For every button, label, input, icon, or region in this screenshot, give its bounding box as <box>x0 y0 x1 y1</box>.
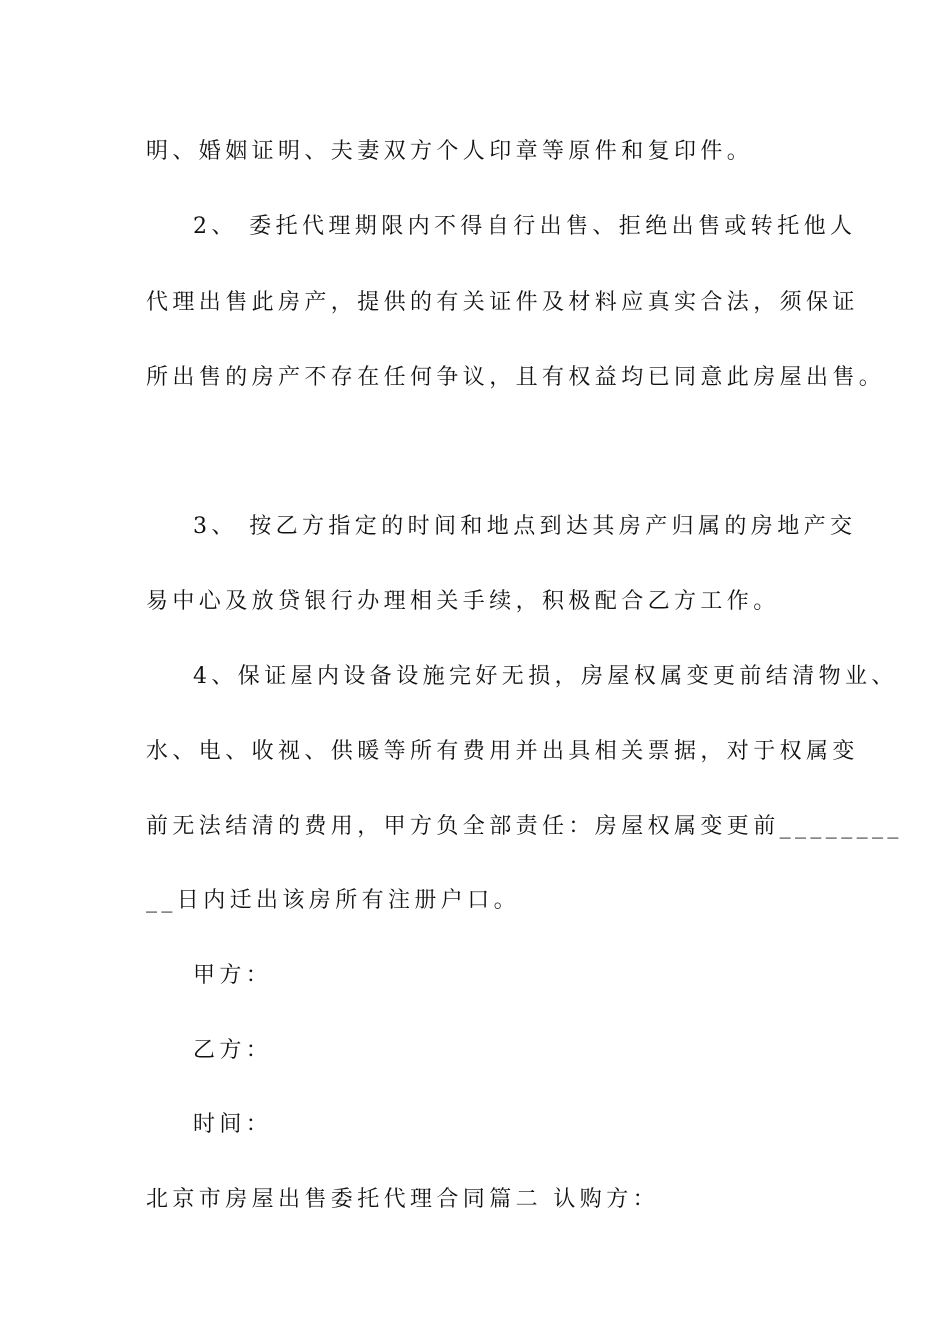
clause-2-line-2: 代理出售此房产，提供的有关证件及材料应真实合法，须保证 <box>146 290 859 315</box>
section-heading: 北京市房屋出售委托代理合同篇二 认购方： <box>146 1187 659 1212</box>
clause-2-line-1: 2、 委托代理期限内不得自行出售、拒绝出售或转托他人 <box>193 214 857 239</box>
clause-4-line-2: 水、电、收视、供暖等所有费用并出具相关票据，对于权属变 <box>146 739 859 764</box>
text-line-1: 明、婚姻证明、夫妻双方个人印章等原件和复印件。 <box>146 139 754 164</box>
clause-4-line-3: 前无法结清的费用，甲方负全部责任：房屋权属变更前________ <box>146 814 903 839</box>
clause-4-line-1: 4、保证屋内设备设施完好无损，房屋权属变更前结清物业、 <box>193 664 898 689</box>
clause-3-line-2: 易中心及放贷银行办理相关手续，积极配合乙方工作。 <box>146 589 780 614</box>
clause-4-line-4: __日内迁出该房所有注册户口。 <box>146 888 521 913</box>
date-label: 时间： <box>193 1112 273 1137</box>
party-a-label: 甲方： <box>193 963 273 988</box>
clause-2-line-3: 所出售的房产不存在任何争议，且有权益均已同意此房屋出售。 <box>146 365 886 390</box>
clause-3-line-1: 3、 按乙方指定的时间和地点到达其房产归属的房地产交 <box>193 514 857 539</box>
party-b-label: 乙方： <box>193 1038 273 1063</box>
